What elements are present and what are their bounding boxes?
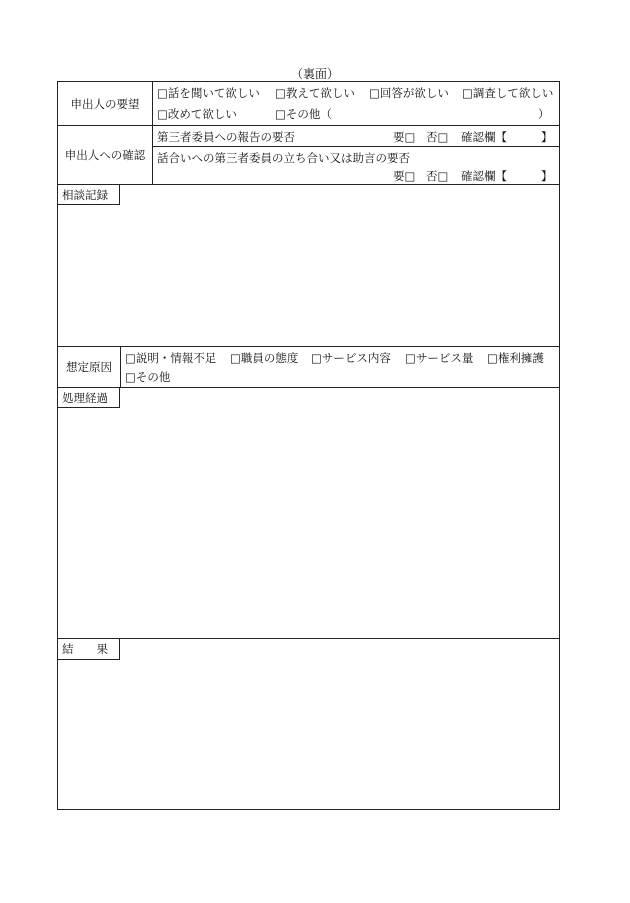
- confirm-report-check-close: 】: [541, 130, 553, 144]
- complaint-form: [57, 81, 560, 810]
- consult-row: [58, 185, 559, 347]
- request-option-listen[interactable]: □話を聞いて欲しい: [157, 86, 260, 100]
- confirm-witness-check-label: 確認欄【: [461, 169, 507, 183]
- process-label: 処理経過: [58, 388, 120, 408]
- request-option-improve[interactable]: □改めて欲しい: [157, 107, 237, 121]
- result-row: [58, 639, 559, 809]
- confirm-report-no[interactable]: 否□: [426, 130, 449, 144]
- process-row: [58, 388, 559, 639]
- confirm-witness-no[interactable]: 否□: [426, 169, 449, 183]
- cause-option-service-content[interactable]: □サービス内容: [311, 351, 391, 365]
- cause-row: [58, 347, 559, 388]
- request-option-teach[interactable]: □教えて欲しい: [275, 86, 355, 100]
- confirm-report-yes[interactable]: 要□: [393, 130, 416, 144]
- request-options: [153, 82, 559, 125]
- consult-record-area[interactable]: [58, 205, 559, 346]
- request-option-answer[interactable]: □回答が欲しい: [369, 86, 449, 100]
- request-option-investigate[interactable]: □調査して欲しい: [462, 86, 554, 100]
- confirm-item-report: 第三者委員への報告の要否: [157, 130, 295, 144]
- request-option-other[interactable]: □その他（: [275, 107, 332, 121]
- confirm-divider: [153, 146, 559, 147]
- process-record-area[interactable]: [58, 408, 559, 638]
- confirm-content: [153, 126, 559, 184]
- cause-options: [121, 347, 559, 387]
- cause-label: 想定原因: [58, 347, 121, 387]
- confirm-report-check-label: 確認欄【: [461, 130, 507, 144]
- request-row: [58, 82, 559, 126]
- confirm-label: 申出人への確認: [58, 126, 153, 184]
- page-title: （裏面）: [290, 67, 339, 81]
- cause-option-advocacy[interactable]: □権利擁護: [487, 351, 544, 365]
- confirm-witness-yes[interactable]: 要□: [393, 169, 416, 183]
- confirm-row: [58, 126, 559, 185]
- confirm-item-witness: 話合いへの第三者委員の立ち合い又は助言の要否: [157, 151, 410, 165]
- result-record-area[interactable]: [58, 660, 559, 809]
- consult-label: 相談記録: [58, 185, 120, 205]
- cause-option-service-amount[interactable]: □サービス量: [405, 351, 474, 365]
- confirm-witness-check-close: 】: [541, 169, 553, 183]
- result-label: 結 果: [58, 639, 120, 660]
- cause-option-info[interactable]: □説明・情報不足: [125, 351, 217, 365]
- cause-option-attitude[interactable]: □職員の態度: [230, 351, 299, 365]
- cause-option-other[interactable]: □その他: [125, 370, 171, 384]
- request-label: 申出人の要望: [58, 82, 153, 125]
- request-other-close-paren: ）: [538, 107, 550, 121]
